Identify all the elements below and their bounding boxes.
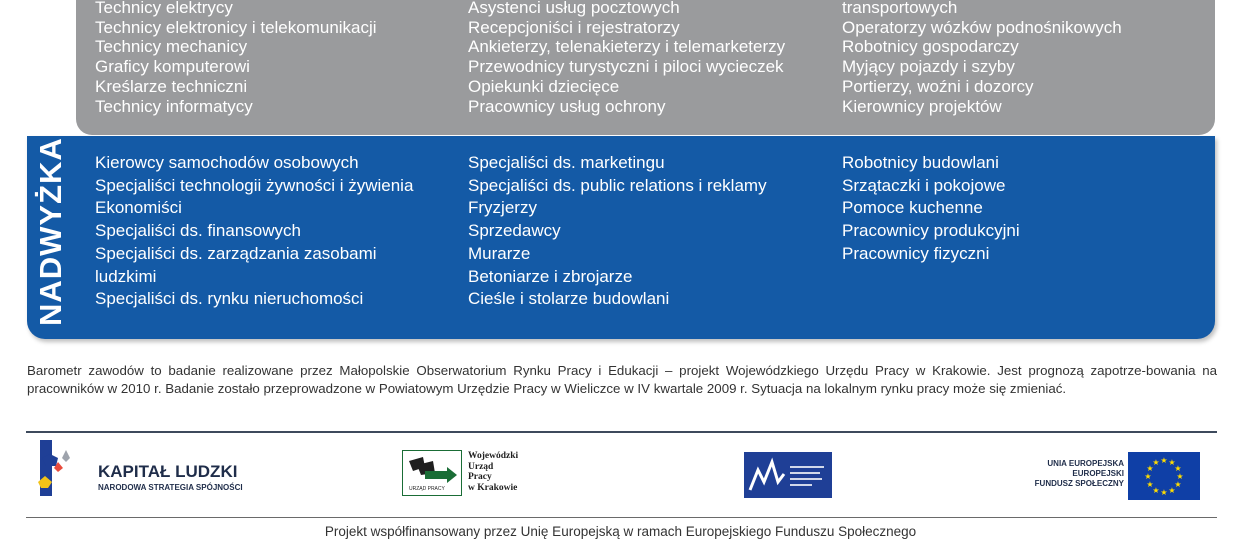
svg-text:★: ★ xyxy=(1160,456,1168,465)
occupation-item: Przewodnicy turystyczni i piloci wycieczek xyxy=(468,57,784,77)
occupation-item: Specjaliści ds. finansowych xyxy=(95,221,301,241)
methodology-note: Barometr zawodów to badanie realizowane przez Małopolskie Obserwatorium Rynku Pracy i Edukacji – projekt Wojewódzkiego Urzędu Pracy w Krakowie. Jest prognozą zapotrze-bowania na pracowników w 2010 r. Badanie zostało przeprowadzone w Powiatowym Urzędzie Pracy w Wieliczce w IV kwartale 2009 r. Sytuacja na lokalnym rynku pracy może się zmieniać. xyxy=(27,363,1217,396)
wup-arrows-icon xyxy=(403,451,460,494)
occupation-item: Kreślarze techniczni xyxy=(95,76,248,96)
occupation-item: Robotnicy budowlani xyxy=(842,153,999,172)
occupation-item: Specjaliści ds. rynku nieruchomości xyxy=(95,289,364,309)
svg-text:★: ★ xyxy=(1146,464,1154,473)
occupation-item: Pracownicy produkcyjni xyxy=(842,221,1020,241)
wup-name-line: w Krakowie xyxy=(468,482,518,493)
eu-label-line: EUROPEJSKI xyxy=(1072,469,1124,478)
gray-column-2 xyxy=(468,0,838,116)
occupation-item: Kierowcy samochodów osobowych xyxy=(95,153,359,172)
surplus-label: NADWYŻKA xyxy=(33,137,68,326)
occupation-item: Graficy komputerowi xyxy=(95,57,250,77)
eu-logo xyxy=(1020,452,1200,500)
occupation-item: Srzątaczki i pokojowe xyxy=(842,175,1006,195)
kapital-ludzki-emblem-icon xyxy=(36,438,94,500)
morspie-logo xyxy=(744,452,832,498)
eu-label-line: FUNDUSZ SPOŁECZNY xyxy=(1034,479,1124,488)
svg-text:★: ★ xyxy=(1174,480,1182,489)
eu-label xyxy=(1020,459,1124,489)
wup-name-line: Pracy xyxy=(468,472,492,482)
eu-flag-icon xyxy=(1128,452,1200,500)
occupation-item: Portierzy, woźni i dozorcy xyxy=(842,76,1034,96)
svg-text:★: ★ xyxy=(1160,488,1168,497)
eu-label-line: UNIA EUROPEJSKA xyxy=(1047,459,1124,468)
surplus-column-3 xyxy=(842,152,1212,266)
occupation-item: Sprzedawcy xyxy=(468,221,561,241)
wup-emblem xyxy=(402,450,462,496)
wup-name xyxy=(468,451,518,493)
svg-text:★: ★ xyxy=(1168,486,1176,495)
occupation-item: Myjący pojazdy i szyby xyxy=(842,57,1015,77)
svg-text:★: ★ xyxy=(1146,480,1154,489)
svg-text:★: ★ xyxy=(1176,472,1184,481)
wup-name-line: Wojewódzki xyxy=(468,451,519,461)
occupation-item: Specjaliści ds. marketingu xyxy=(468,153,665,172)
kapital-ludzki-logo xyxy=(36,438,266,500)
svg-text:★: ★ xyxy=(1168,458,1176,467)
cofinancing-footer: Projekt współfinansowany przez Unię Europejską w ramach Europejskiego Funduszu Społecznego xyxy=(324,524,917,539)
occupation-item: Fryzjerzy xyxy=(468,198,537,218)
occupation-item: Betoniarze i zbrojarze xyxy=(468,266,633,286)
wup-krakow-logo xyxy=(402,450,532,500)
occupation-item: Ankieterzy, telenakieterzy i telemarketerzy xyxy=(468,37,786,57)
svg-text:★: ★ xyxy=(1144,472,1152,481)
occupation-item: transportowych xyxy=(842,0,958,17)
occupation-item: Murarze xyxy=(468,243,531,263)
divider-bottom xyxy=(26,517,1217,518)
wup-name-line: Urząd xyxy=(468,461,494,472)
occupation-item: Ekonomiści xyxy=(95,198,182,218)
surplus-column-1 xyxy=(95,152,465,311)
occupation-item: Opiekunki dziecięce xyxy=(468,76,620,96)
occupation-item: Specjaliści ds. zarządzania zasobami ludzkimi xyxy=(95,243,377,286)
occupation-item: Technicy elektrycy xyxy=(95,0,233,17)
svg-text:★: ★ xyxy=(1174,464,1182,473)
occupation-item: Recepcjoniści i rejestratorzy xyxy=(468,17,680,37)
occupation-item: Pomoce kuchenne xyxy=(842,198,983,218)
occupation-item: Technicy informatycy xyxy=(95,96,253,116)
occupation-item: Pracownicy fizyczni xyxy=(842,243,990,263)
kapital-ludzki-subtitle: NARODOWA STRATEGIA SPÓJNOŚCI xyxy=(98,483,243,492)
gray-column-3 xyxy=(842,0,1212,116)
occupation-item: Asystenci usług pocztowych xyxy=(468,0,680,17)
kapital-ludzki-title: KAPITAŁ LUDZKI xyxy=(98,462,238,481)
occupation-item: Specjaliści ds. public relations i reklamy xyxy=(468,175,767,195)
wup-box-label: URZĄD PRACY xyxy=(409,486,445,492)
occupation-item: Kierownicy projektów xyxy=(842,96,1002,116)
eu-stars-icon xyxy=(1128,452,1200,500)
divider-top xyxy=(26,431,1217,433)
occupation-item: Specjaliści technologii żywności i żywienia xyxy=(95,175,414,195)
occupation-item: Operatorzy wózków podnośnikowych xyxy=(842,17,1122,37)
surplus-column-2 xyxy=(468,152,838,311)
occupation-item: Technicy elektronicy i telekomunikacji xyxy=(95,17,377,37)
occupation-item: Pracownicy usług ochrony xyxy=(468,96,666,116)
occupation-item: Robotnicy gospodarczy xyxy=(842,37,1019,57)
occupation-item: Technicy mechanicy xyxy=(95,37,248,57)
gray-column-1 xyxy=(95,0,465,116)
svg-text:★: ★ xyxy=(1152,458,1160,467)
occupation-item: Cieśle i stolarze budowlani xyxy=(468,289,670,309)
morspie-emblem-icon xyxy=(744,452,832,498)
surplus-label-container xyxy=(27,136,75,339)
svg-text:★: ★ xyxy=(1152,486,1160,495)
